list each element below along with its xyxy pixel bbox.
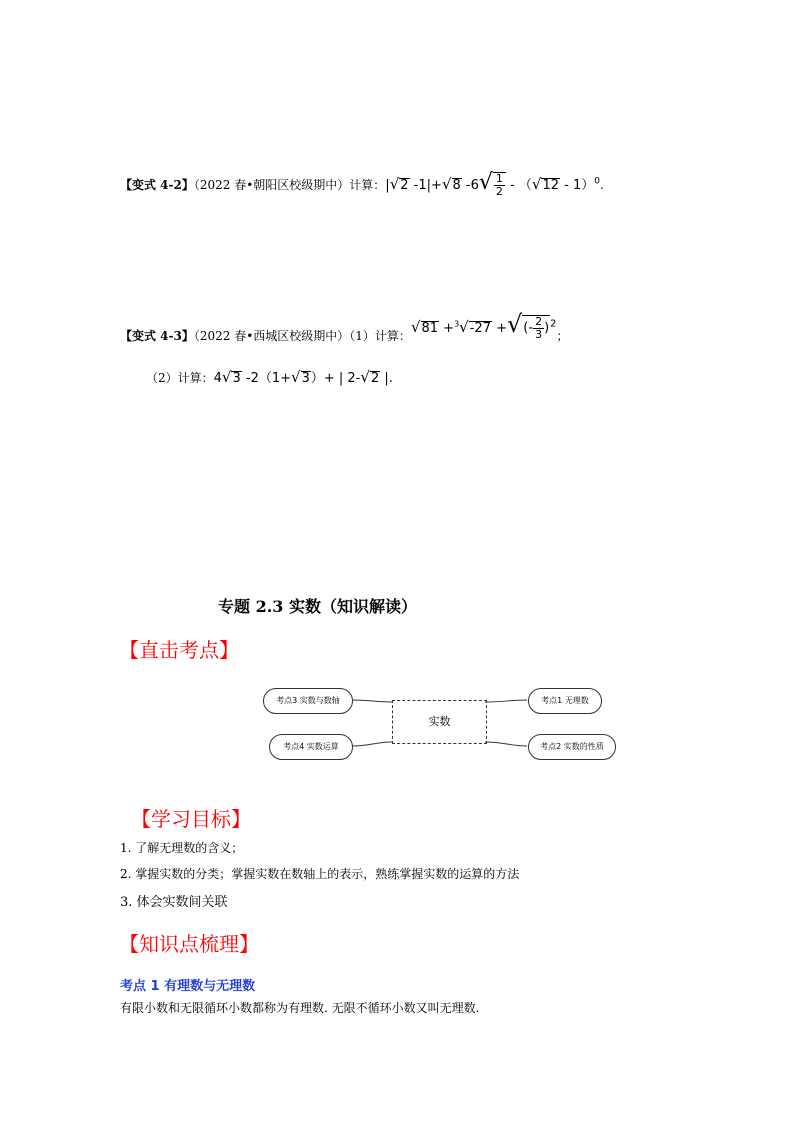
fraction [494,173,505,197]
mindmap-node: 考点3 实数与数轴 [263,688,353,714]
fraction-denominator: 2 [495,185,503,198]
abs-bar: | [385,178,390,193]
paren-open: (- [523,321,534,336]
math-operator: + [431,178,442,193]
radicand-fraction [522,315,550,340]
mindmap-node: 考点4 实数运算 [269,734,353,760]
fraction-denominator: 3 [535,328,543,341]
math-term: |. [380,371,393,386]
radical-sign: √ [410,318,421,336]
radical-sign: √ [478,170,493,195]
document-title: 专题 2.3 实数（知识解读） [218,597,417,616]
math-term: -2（1+ [241,371,292,386]
radicand: 3 [301,371,310,386]
fraction-numerator: 1 [495,172,503,186]
section-direct-topics-heading: 【直击考点】 [119,638,239,662]
math-term: ）+ | 2- [310,371,361,386]
radical-sign: √ [221,368,232,386]
radicand: 2 [400,178,409,193]
knowledge-point-text: 有限小数和无限循环小数都称为有理数. 无限不循环小数又叫无理数. [120,1001,480,1015]
exponent: 0 [594,176,600,187]
exercise-source: （2022 春•西城区校级期中）（1）计算： [193,329,411,343]
radicand-fraction [493,172,506,197]
radical-sign: √ [531,175,542,193]
radicand: 12 [542,178,559,193]
radicand: 8 [452,178,461,193]
math-operator: + [491,321,507,336]
radical-sign: √ [291,368,301,386]
mindmap-node: 考点2 实数的性质 [528,734,616,760]
exercise-4-3-part2 [146,367,393,386]
exercise-4-3 [120,310,569,349]
end-mark: ； [556,329,569,343]
math-term: - （ [505,178,532,193]
goal-item: 2. 掌握实数的分类；掌握实数在数轴上的表示，熟练掌握实数的运算的方法 [120,867,520,881]
paren-close: ) [544,321,550,336]
math-expression [410,310,557,341]
radical-sign: √ [389,175,400,193]
exponent: 2 [550,318,557,330]
math-expression [385,170,600,198]
math-term: 4 [213,371,222,386]
radical-sign: √ [441,175,452,193]
exercise-label: 【变式 4-3】 [120,329,194,343]
part-label: （2）计算： [146,371,214,385]
abs-bar: | [426,178,432,193]
radical-sign: √ [360,368,370,386]
exercise-source: （2022 春•朝阳区校级期中）计算： [193,178,386,192]
radical-sign: √ [459,318,469,336]
goal-item: 3. 体会实数间关联 [120,895,228,910]
cube-index: 3 [454,319,460,329]
radicand: 2 [370,371,380,386]
radicand: 3 [232,371,241,386]
mindmap-center: 实数 [392,700,487,744]
knowledge-point-title: 考点 1 有理数与无理数 [120,979,256,994]
mindmap-node: 考点1 无理数 [528,688,602,714]
math-operator: + [439,321,455,336]
math-term: -6 [461,178,479,193]
goal-item: 1. 了解无理数的含义； [120,841,244,855]
section-learning-goals-heading: 【学习目标】 [131,807,251,831]
radicand: -27 [469,321,491,336]
math-term: -1 [409,178,427,193]
radicand: 81 [421,321,439,336]
section-knowledge-heading: 【知识点梳理】 [119,932,259,956]
mindmap [255,680,625,770]
radical-sign: √ [507,310,523,338]
math-expression [213,368,393,386]
exercise-label: 【变式 4-2】 [120,178,194,192]
math-term: - 1） [560,178,595,193]
exercise-4-2 [120,170,604,198]
fraction [533,316,544,340]
fraction-numerator: 2 [535,315,543,329]
end-mark: . [599,178,604,192]
